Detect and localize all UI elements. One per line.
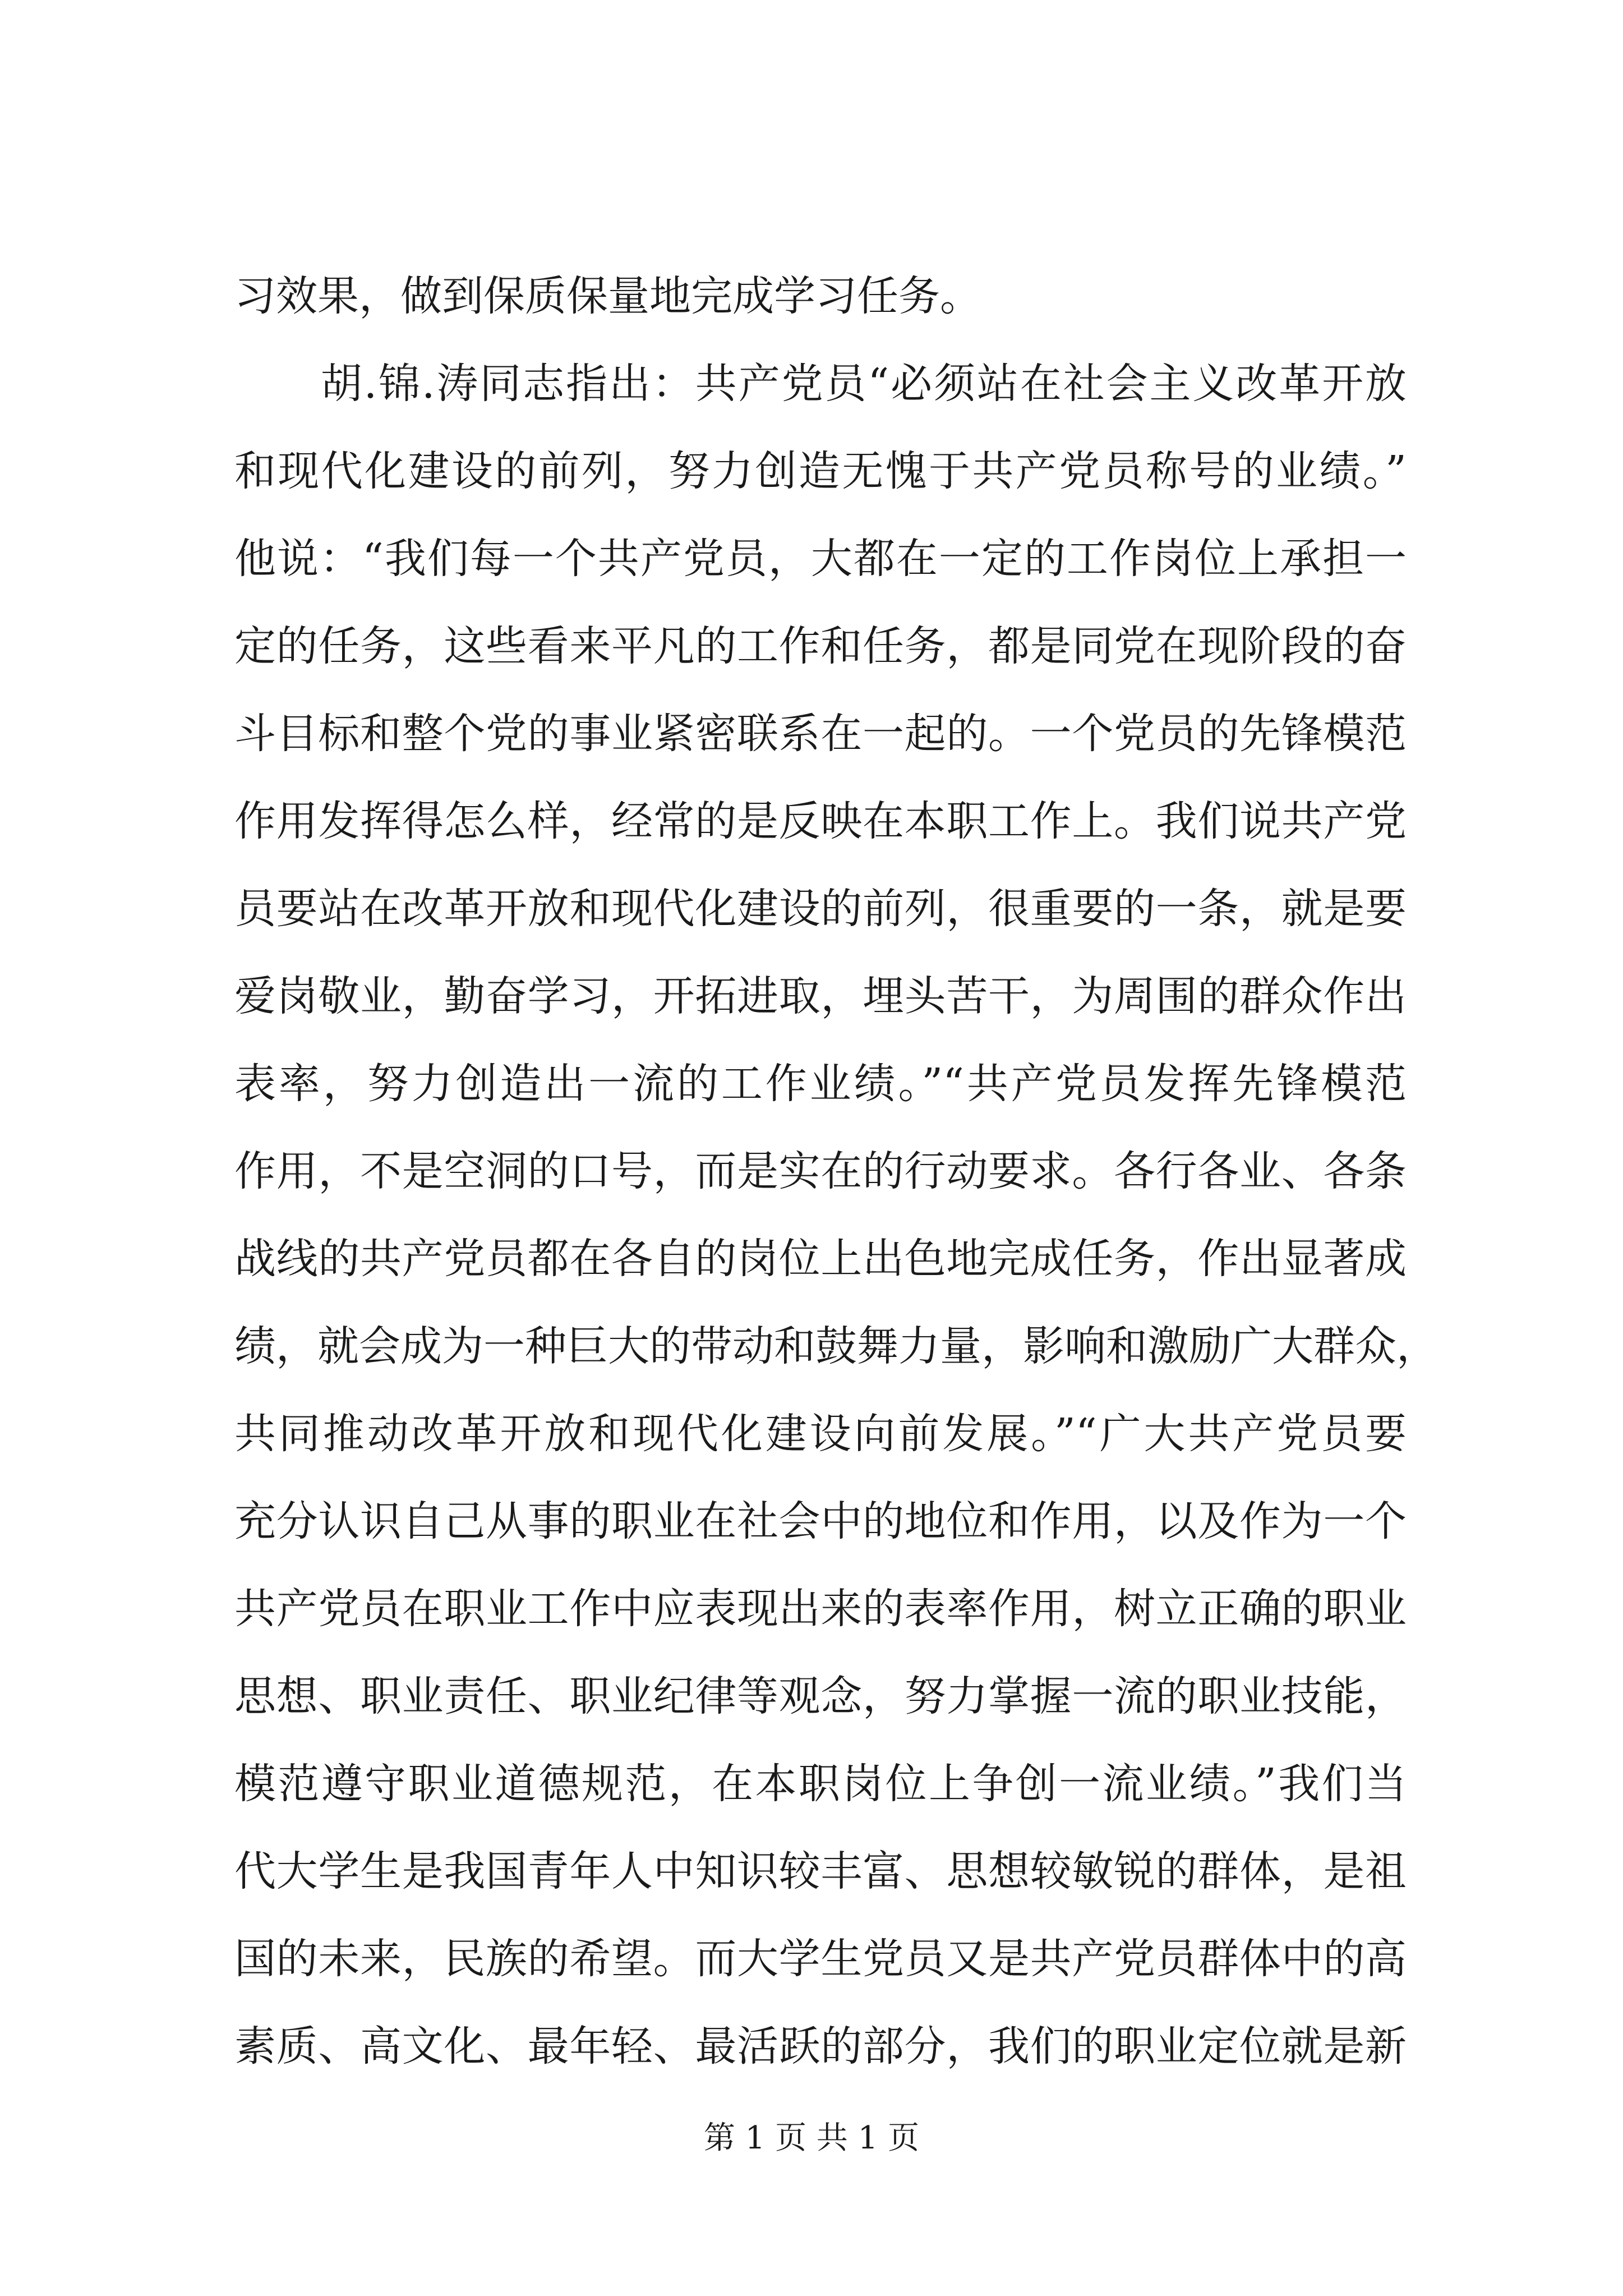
text-line: 素质、高文化、最年轻、最活跃的部分，我们的职业定位就是新 — [234, 2022, 1407, 2070]
text-line: 习效果，做到保质保量地完成学习任务。 — [234, 272, 981, 320]
text-line: 思想、职业责任、职业纪律等观念，努力掌握一流的职业技能， — [234, 1672, 1407, 1720]
text-line: 代大学生是我国青年人中知识较丰富、思想较敏锐的群体，是祖 — [234, 1847, 1407, 1895]
text-line: 充分认识自己从事的职业在社会中的地位和作用，以及作为一个 — [234, 1497, 1407, 1545]
text-line: 绩，就会成为一种巨大的带动和鼓舞力量，影响和激励广大群众， — [234, 1322, 1438, 1370]
document-body — [234, 252, 1438, 2090]
text-line: 和现代化建设的前列，努力创造无愧于共产党员称号的业绩。” — [234, 447, 1407, 495]
text-line: 斗目标和整个党的事业紧密联系在一起的。一个党员的先锋模范 — [234, 710, 1407, 758]
text-line: 表率，努力创造出一流的工作业绩。”“共产党员发挥先锋模范 — [234, 1060, 1407, 1108]
text-line: 国的未来，民族的希望。而大学生党员又是共产党员群体中的高 — [234, 1935, 1407, 1983]
page-number-label: 第 1 页 共 1 页 — [703, 2120, 920, 2156]
text-line: 爱岗敬业，勤奋学习，开拓进取，埋头苦干，为周围的群众作出 — [234, 972, 1407, 1020]
text-line: 他说：“我们每一个共产党员，大都在一定的工作岗位上承担一 — [234, 535, 1407, 583]
page-footer — [0, 2116, 1623, 2161]
text-line: 胡.锦.涛同志指出：共产党员“必须站在社会主义改革开放 — [234, 360, 1407, 408]
text-line: 定的任务，这些看来平凡的工作和任务，都是同党在现阶段的奋 — [234, 622, 1407, 670]
text-line: 共产党员在职业工作中应表现出来的表率作用，树立正确的职业 — [234, 1585, 1407, 1633]
text-line: 作用发挥得怎么样，经常的是反映在本职工作上。我们说共产党 — [234, 797, 1407, 845]
text-line: 员要站在改革开放和现代化建设的前列，很重要的一条，就是要 — [234, 885, 1407, 933]
text-line: 共同推动改革开放和现代化建设向前发展。”“广大共产党员要 — [234, 1410, 1407, 1458]
text-line: 作用，不是空洞的口号，而是实在的行动要求。各行各业、各条 — [234, 1147, 1407, 1195]
text-line: 模范遵守职业道德规范，在本职岗位上争创一流业绩。”我们当 — [234, 1760, 1407, 1808]
text-line: 战线的共产党员都在各自的岗位上出色地完成任务，作出显著成 — [234, 1235, 1407, 1283]
